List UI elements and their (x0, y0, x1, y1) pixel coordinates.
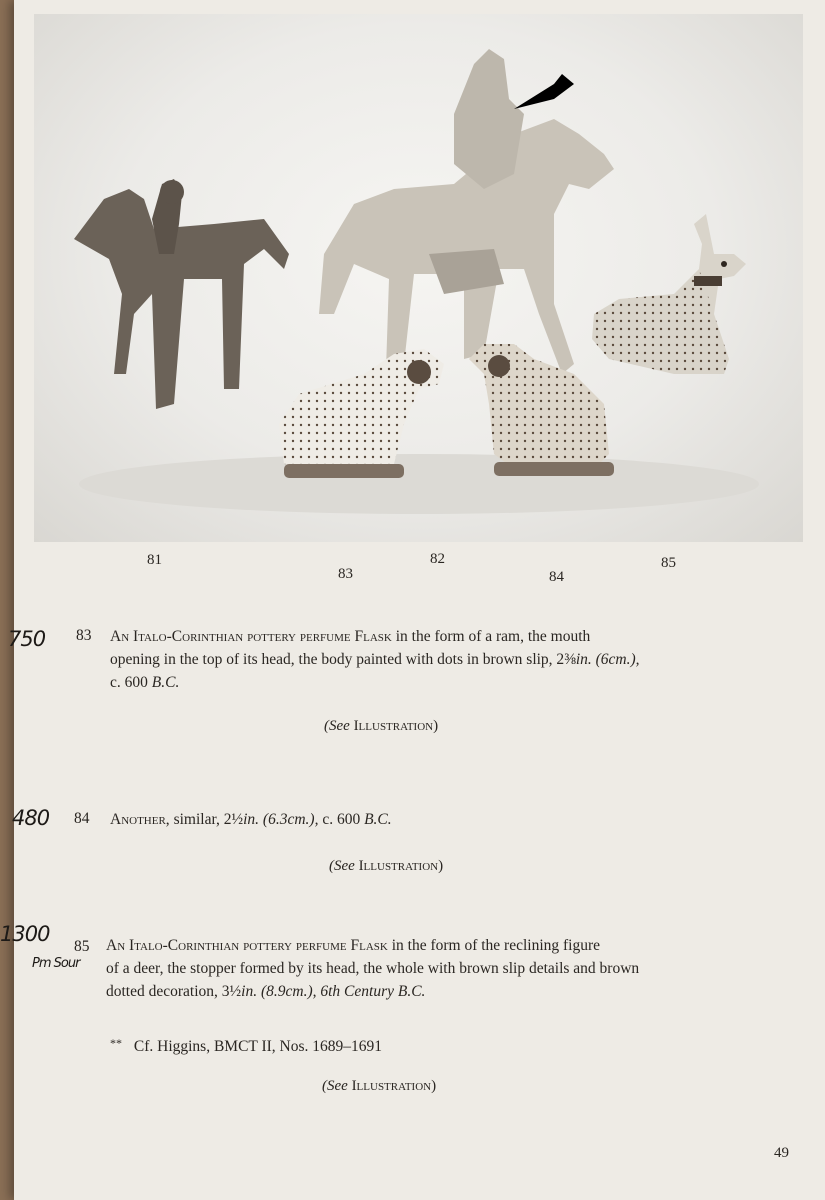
lot-title-85: An Italo-Corinthian pottery perfume Flask (106, 937, 388, 954)
see-illustration-85: (See Illustration) (322, 1078, 437, 1094)
handwritten-note-85: Pm Sour (32, 956, 80, 971)
see-illustration-84: (See Illustration) (329, 858, 444, 874)
reference-asterisks: ** (110, 1036, 122, 1050)
figurines-illustration (34, 14, 803, 542)
figure-label-81: 81 (147, 552, 162, 568)
lot-number-83: 83 (76, 627, 92, 644)
lot-description-83: An Italo-Corinthian pottery perfume Flask in the form of a ram, the mouth opening in the top of its head, the body painted with dots in brown slip, 2⅜in. (6cm.), c. 600 B.C. (110, 628, 640, 691)
lot-number-84: 84 (74, 810, 90, 827)
figurines-photograph (34, 14, 803, 542)
figure-label-84: 84 (549, 569, 564, 585)
handwritten-price-85: 1300 (0, 922, 50, 946)
horse-rider-figurine-82 (319, 49, 614, 374)
lot-description-84: Another, similar, 2½in. (6.3cm.), c. 600 B.C. (110, 811, 392, 828)
handwritten-price-84: 480 (12, 806, 50, 830)
handwritten-price-83: 750 (8, 627, 46, 651)
lot-description-85: An Italo-Corinthian pottery perfume Flask in the form of the reclining figure of a deer, the stopper formed by its head, the whole with brown slip details and brown dotted decoration, 3½in. (8.9cm.), 6th Century B.C. (106, 937, 640, 1000)
page-number: 49 (774, 1145, 789, 1161)
deer-flask-85 (592, 214, 746, 374)
figure-label-85: 85 (661, 555, 676, 571)
horse-rider-figurine-81 (74, 179, 289, 409)
reference-note-85: ** Cf. Higgins, BMCT II, Nos. 1689–1691 (110, 1036, 383, 1055)
figure-label-83: 83 (338, 566, 353, 582)
figure-label-82: 82 (430, 551, 445, 567)
see-illustration-83: (See Illustration) (324, 718, 439, 734)
lot-number-85: 85 (74, 938, 90, 955)
lot-title-83: An Italo-Corinthian pottery perfume Flask (110, 628, 392, 645)
lot-title-84: Another, (110, 811, 170, 828)
